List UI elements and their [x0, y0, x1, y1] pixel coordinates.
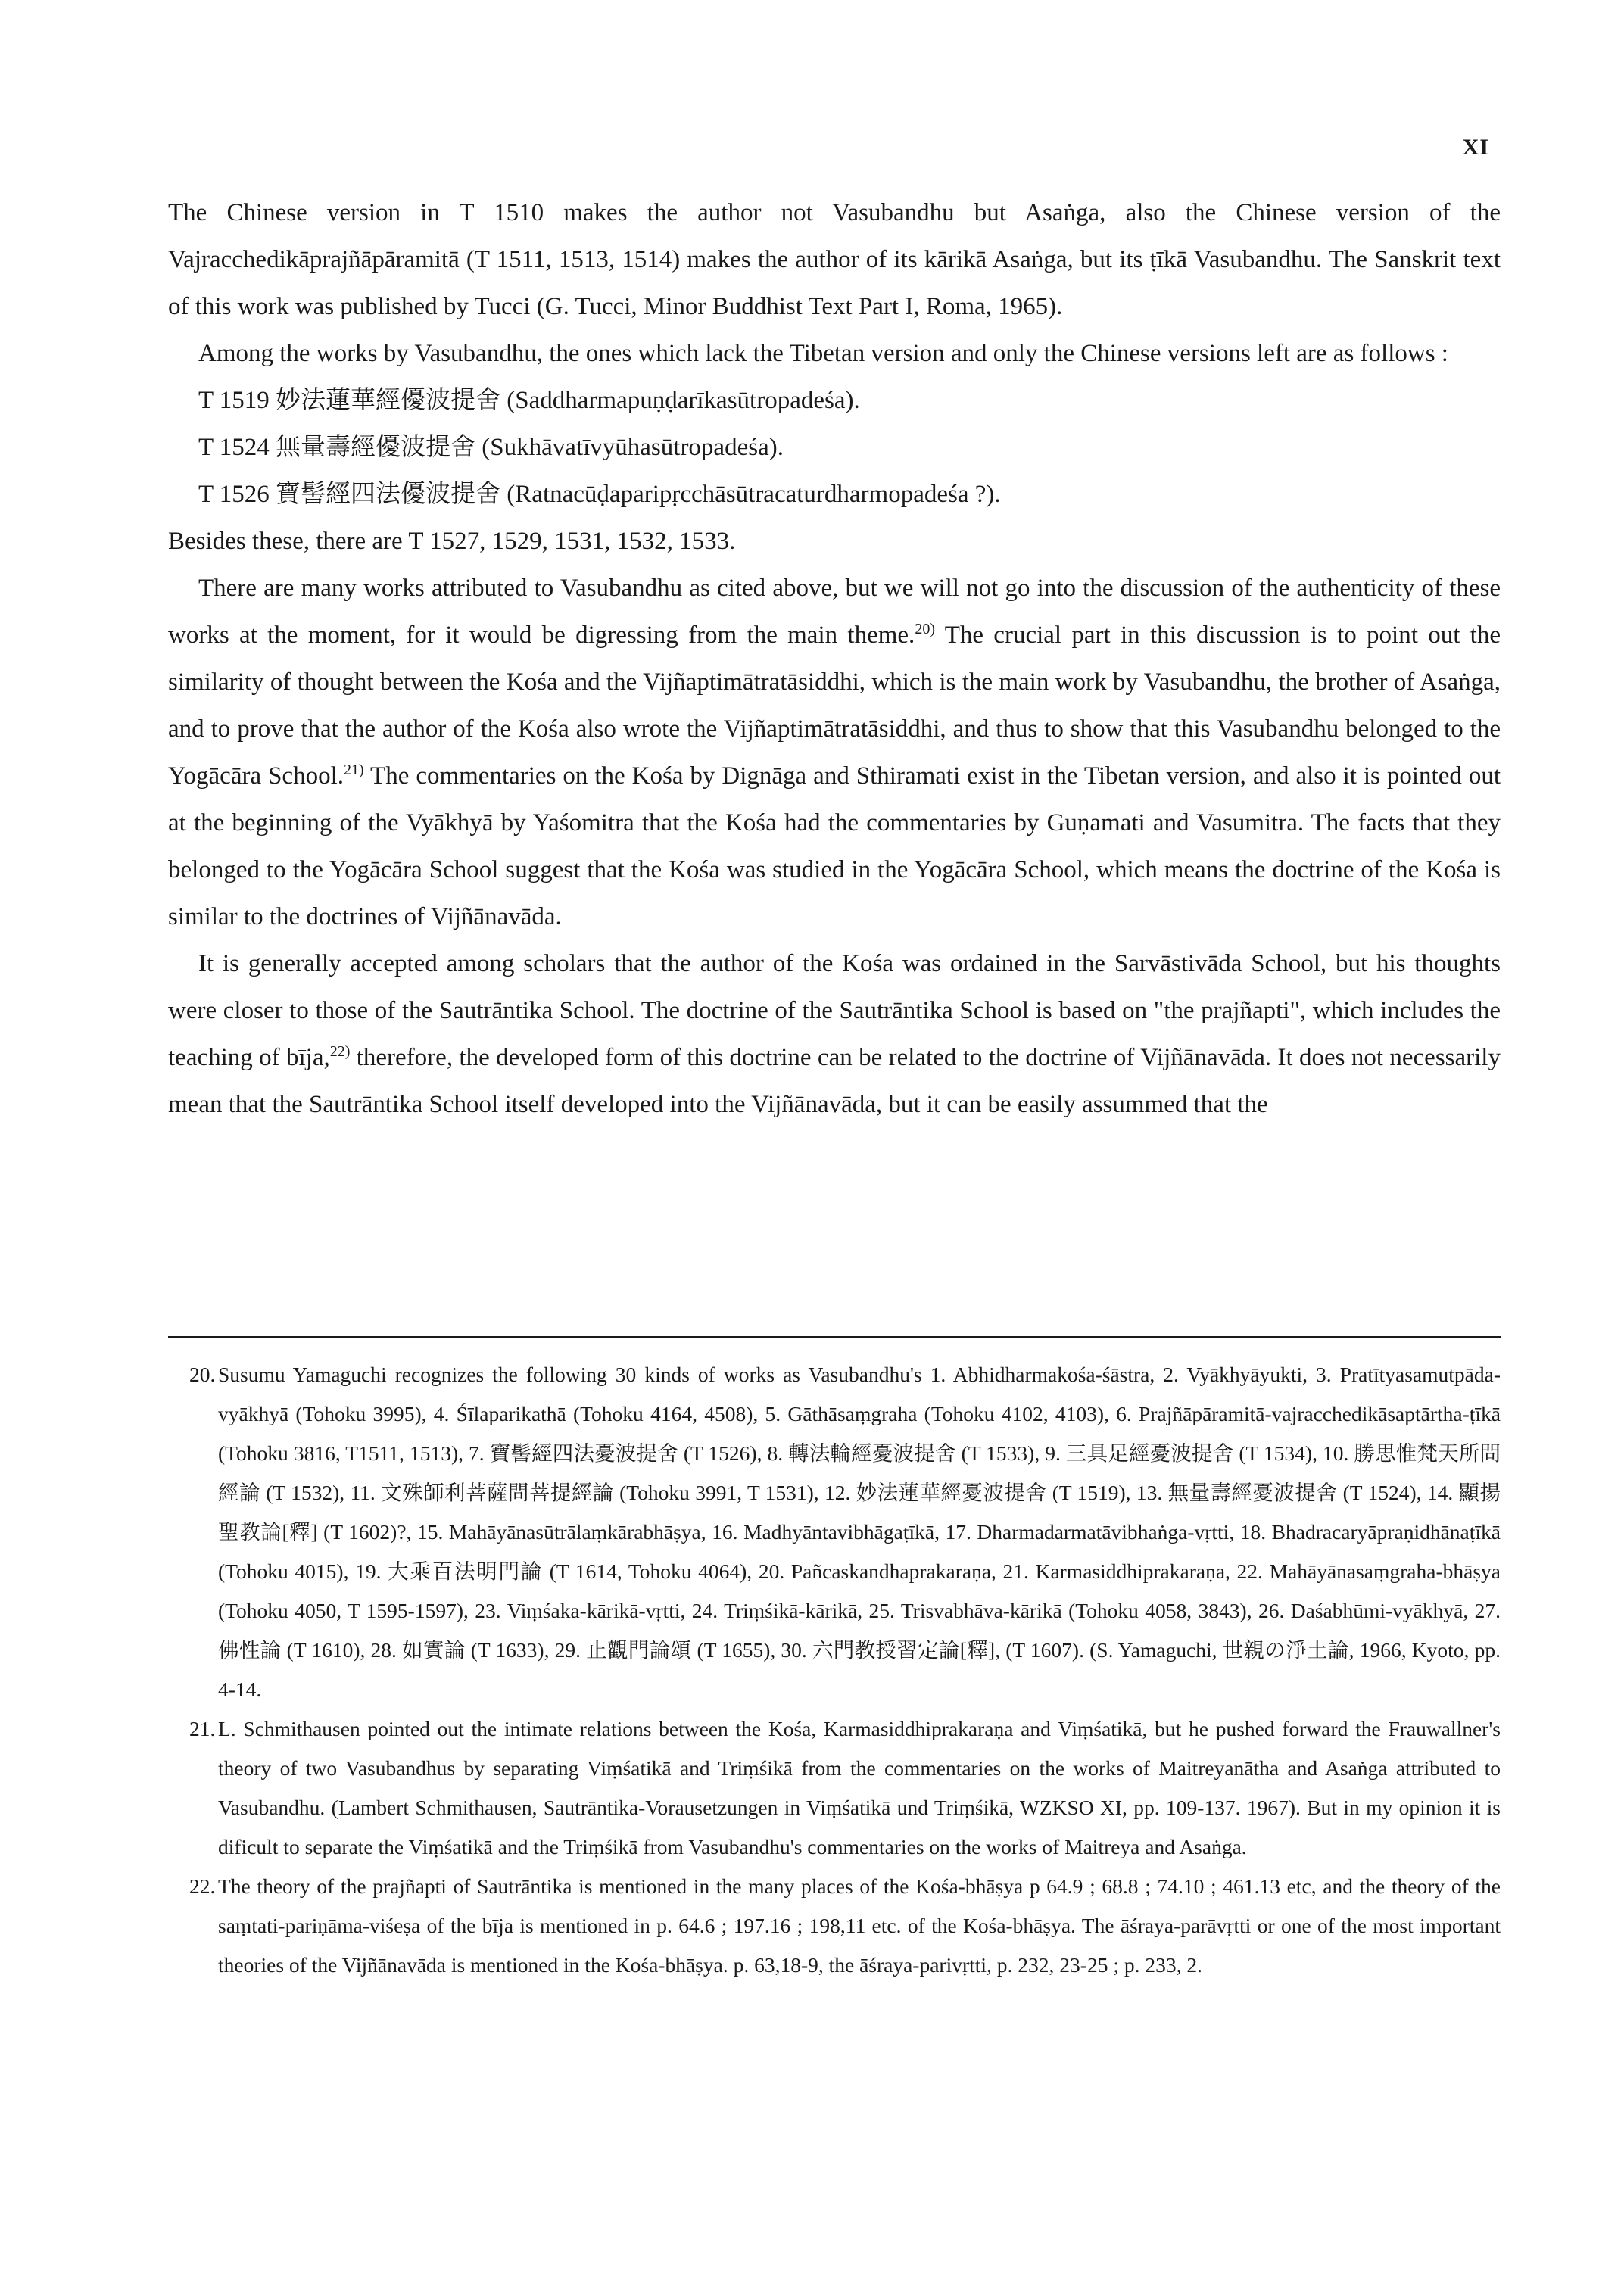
footnote-text: The theory of the prajñapti of Sautrāntika is mentioned in the many places of the Kośa-bhāṣya p 64.9 ; 68.8 ; 74.10 ; 461.13 etc, and the theory of the saṃtati-pariṇāma-viśeṣa of the bīja is mentioned in p. 64.6 ; 197.16 ; 198,11 etc. of the Kośa-bhāṣya. The āśraya-parāvṛtti or one of the most important theories of the Vijñānavāda is mentioned in the Kośa-bhāṣya. p. 63,18-9, the āśraya-parivṛtti, p. 232, 23-25 ; p. 233, 2.: [218, 1874, 1501, 1977]
footnote-22: [189, 1867, 1501, 1985]
paragraph-4-part-1: It is generally accepted among scholars that the author of the Kośa was ordained in the Sarvāstivāda School, but his thoughts were closer to those of the Sautrāntika School. The doctrine of the Sautrāntika School is based on "the prajñapti", which includes the teaching of bīja,: [168, 950, 1501, 1071]
works-list-item-3: T 1526 寶髻經四法優波提舍 (Ratnacūḍaparipṛcchāsūtracaturdharmopadeśa ?).: [198, 481, 1001, 508]
footnote-21: [189, 1709, 1501, 1867]
footnote-ref-22: 22): [329, 1043, 351, 1060]
paragraph-3: [168, 565, 1501, 940]
paragraph-3-part-1: There are many works attributed to Vasubandhu as cited above, but we will not go into the discussion of the authenticity of these works at the moment, for it would be digressing from the main theme.: [168, 575, 1501, 649]
paragraph-4: [168, 940, 1501, 1128]
works-list-item-2: T 1524 無量壽經優波提舍 (Sukhāvatīvyūhasūtropadeśa).: [198, 434, 784, 461]
besides-line: Besides these, there are T 1527, 1529, 1531, 1532, 1533.: [168, 528, 736, 555]
paragraph-2: Among the works by Vasubandhu, the ones which lack the Tibetan version and only the Chinese versions left are as follows :: [198, 340, 1448, 367]
footnotes: [189, 1355, 1501, 1985]
footnote-20: [189, 1355, 1501, 1709]
paragraph-3-part-3: The commentaries on the Kośa by Dignāga and Sthiramati exist in the Tibetan version, and also it is pointed out at the beginning of the Vyākhyā by Yaśomitra that the Kośa had the commentaries by Guṇamati and Vasumitra. The facts that they belonged to the Yogācāra School suggest that the Kośa was studied in the Yogācāra School, which means the doctrine of the Kośa is similar to the doctrines of Vijñānavāda.: [168, 762, 1501, 930]
footnote-divider: [168, 1336, 1501, 1338]
footnote-ref-20: 20): [915, 621, 935, 637]
main-text: [168, 189, 1501, 1128]
footnote-ref-21: 21): [344, 762, 364, 778]
footnote-number: 21.: [189, 1717, 216, 1740]
paragraph-1: The Chinese version in T 1510 makes the author not Vasubandhu but Asaṅga, also the Chinese version of the Vajracchedikāprajñāpāramitā (T 1511, 1513, 1514) makes the author of its kārikā Asaṅga, but its ṭīkā Vasubandhu. The Sanskrit text of this work was published by Tucci (G. Tucci, Minor Buddhist Text Part I, Roma, 1965).: [168, 199, 1501, 320]
footnote-number: 22.: [189, 1874, 216, 1898]
paragraph-4-part-2: therefore, the developed form of this doctrine can be related to the doctrine of Vijñānavāda. It does not necessarily mean that the Sautrāntika School itself developed into the Vijñānavāda, but it can be easily assummed that the: [168, 1044, 1501, 1118]
footnote-text: Susumu Yamaguchi recognizes the following 30 kinds of works as Vasubandhu's 1. Abhidharmakośa-śāstra, 2. Vyākhyāyukti, 3. Pratītyasamutpāda-vyākhyā (Tohoku 3995), 4. Śīlaparikathā (Tohoku 4164, 4508), 5. Gāthāsaṃgraha (Tohoku 4102, 4103), 6. Prajñāpāramitā-vajracchedikāsaptārtha-ṭīkā (Tohoku 3816, T1511, 1513), 7. 寶髻經四法憂波提舍 (T 1526), 8. 轉法輪經憂波提舍 (T 1533), 9. 三具足經憂波提舍 (T 1534), 10. 勝思惟梵天所問經論 (T 1532), 11. 文殊師利菩薩問菩提經論 (Tohoku 3991, T 1531), 12. 妙法蓮華經憂波提舍 (T 1519), 13. 無量壽經憂波提舍 (T 1524), 14. 顯揚聖教論[釋] (T 1602)?, 15. Mahāyānasūtrālaṃkārabhāṣya, 16. Madhyāntavibhāgaṭīkā, 17. Dharmadarmatāvibhaṅga-vṛtti, 18. Bhadracaryāpraṇidhānaṭīkā (Tohoku 4015), 19. 大乘百法明門論 (T 1614, Tohoku 4064), 20. Pañcaskandhaprakaraṇa, 21. Karmasiddhiprakaraṇa, 22. Mahāyānasaṃgraha-bhāṣya (Tohoku 4050, T 1595-1597), 23. Viṃśaka-kārikā-vṛtti, 24. Triṃśikā-kārikā, 25. Trisvabhāva-kārikā (Tohoku 4058, 3843), 26. Daśabhūmi-vyākhyā, 27. 佛性論 (T 1610), 28. 如實論 (T 1633), 29. 止觀門論頌 (T 1655), 30. 六門教授習定論[釋], (T 1607). (S. Yamaguchi, 世親の淨土論, 1966, Kyoto, pp. 4-14.: [218, 1363, 1501, 1701]
footnote-number: 20.: [189, 1363, 216, 1386]
page-number: XI: [1462, 135, 1489, 160]
paragraph-3-part-2: The crucial part in this discussion is to point out the similarity of thought between the Kośa and the Vijñaptimātratāsiddhi, which is the main work by Vasubandhu, the brother of Asaṅga, and to prove that the author of the Kośa also wrote the Vijñaptimātratāsiddhi, and thus to show that this Vasubandhu belonged to the Yogācāra School.: [168, 622, 1501, 790]
works-list-item-1: T 1519 妙法蓮華經優波提舍 (Saddharmapuṇḍarīkasūtropadeśa).: [198, 387, 860, 414]
footnote-text: L. Schmithausen pointed out the intimate relations between the Kośa, Karmasiddhiprakaraṇa and Viṃśatikā, but he pushed forward the Frauwallner's theory of two Vasubandhus by separating Viṃśatikā and Triṃśikā from the commentaries on the works of Maitreyanātha and Asaṅga attributed to Vasubandhu. (Lambert Schmithausen, Sautrāntika-Vorausetzungen in Viṃśatikā und Triṃśikā, WZKSO XI, pp. 109-137. 1967). But in my opinion it is dificult to separate the Viṃśatikā and the Triṃśikā from Vasubandhu's commentaries on the works of Maitreya and Asaṅga.: [218, 1717, 1501, 1858]
